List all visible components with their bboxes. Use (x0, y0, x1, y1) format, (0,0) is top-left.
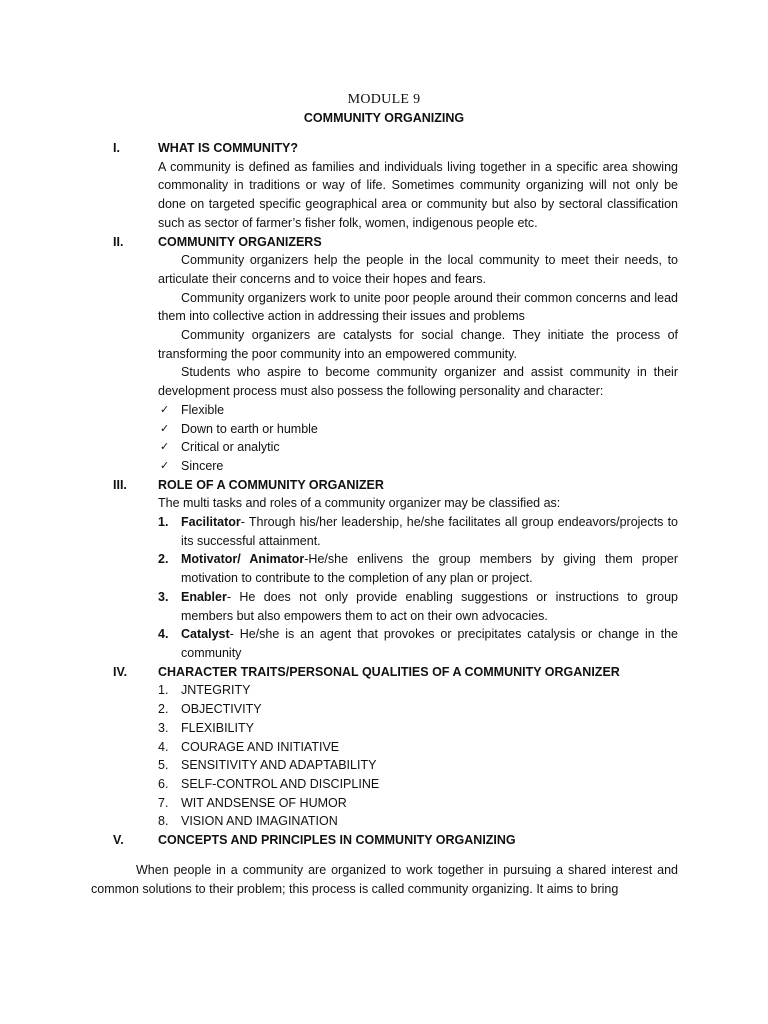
role-number: 1. (158, 515, 169, 530)
role-description: - He does not only provide enabling suggestions or instructions to group members but also empowers them to act on their own advocacies. (181, 589, 678, 623)
section-title: COMMUNITY ORGANIZERS (158, 234, 322, 249)
role-term: Catalyst (181, 627, 230, 642)
module-label: MODULE 9 (347, 92, 421, 107)
trait-number: 2. (158, 702, 169, 717)
personality-checklist (158, 401, 678, 476)
closing-paragraph: When people in a community are organized to work together in pursuing a shared interest and common solutions to their problem; this process is called community organizing. It aims to bring (91, 863, 678, 896)
role-item (158, 513, 678, 550)
role-item (158, 625, 678, 662)
trait-label: VISION AND IMAGINATION (181, 814, 338, 829)
section-character-traits (113, 663, 678, 831)
section-heading (113, 663, 678, 682)
trait-label: SELF-CONTROL AND DISCIPLINE (181, 776, 380, 791)
checklist-item (158, 401, 678, 420)
role-description: -He/she enlivens the group members by giving them proper motivation to contribute to the completion of any plan or project. (181, 552, 678, 586)
trait-number: 6. (158, 776, 169, 791)
section-body: A community is defined as families and individuals living together in a specific area showing commonality in traditions or way of life. Sometimes community organizing will not only be done on targeted specific geographical area or community but also by sectoral classification such as sector of farmer’s fisher folk, women, indigenous people etc. (158, 159, 678, 230)
section-heading (113, 139, 678, 158)
checklist-item-label: Down to earth or humble (181, 421, 318, 436)
trait-item (158, 775, 678, 794)
section-concepts-principles (113, 831, 678, 850)
section-title: CONCEPTS AND PRINCIPLES IN COMMUNITY ORGANIZING (158, 833, 516, 848)
check-icon: ✓ (160, 458, 170, 472)
trait-label: WIT ANDSENSE OF HUMOR (181, 795, 347, 810)
check-icon: ✓ (160, 440, 170, 454)
role-item (158, 550, 678, 587)
role-term: Enabler (181, 589, 227, 604)
paragraph: Students who aspire to become community organizer and assist community in their development process must also possess the following personality and character: (158, 365, 678, 399)
role-description: - He/she is an agent that provokes or precipitates catalysis or change in the community (181, 627, 678, 660)
paragraph: Community organizers work to unite poor people around their common concerns and lead them into collective action in addressing their issues and problems (158, 290, 678, 324)
section-community-organizers (113, 233, 678, 476)
trait-item (158, 681, 678, 700)
checklist-item-label: Flexible (181, 402, 225, 417)
section-title: ROLE OF A COMMUNITY ORGANIZER (158, 477, 384, 492)
trait-number: 3. (158, 720, 169, 735)
section-number: IV. (113, 664, 128, 679)
section-heading (113, 233, 678, 252)
trait-label: COURAGE AND INITIATIVE (181, 739, 340, 754)
section-number: III. (113, 477, 127, 492)
role-term: Motivator/ Animator (181, 552, 305, 567)
document-title: COMMUNITY ORGANIZING (303, 111, 465, 125)
trait-item (158, 812, 678, 831)
role-number: 2. (158, 552, 169, 567)
trait-label: FLEXIBILITY (181, 720, 254, 735)
trait-number: 7. (158, 795, 169, 810)
traits-list (158, 681, 678, 831)
role-item (158, 588, 678, 625)
trait-number: 1. (158, 683, 169, 698)
trait-label: SENSITIVITY AND ADAPTABILITY (181, 758, 377, 773)
trait-item (158, 700, 678, 719)
trait-number: 8. (158, 814, 169, 829)
document-content (113, 139, 678, 850)
section-number: II. (113, 234, 124, 249)
section-heading (113, 831, 678, 850)
checklist-item (158, 438, 678, 457)
checklist-item-label: Sincere (181, 458, 224, 473)
section-number: I. (113, 141, 120, 155)
check-icon: ✓ (160, 421, 170, 435)
roles-list (158, 513, 678, 663)
trait-number: 5. (158, 758, 169, 773)
paragraph: Community organizers help the people in the local community to meet their needs, to articulate their concerns and to voice their hopes and fears. (158, 253, 678, 286)
section-heading (113, 476, 678, 495)
trait-number: 4. (158, 739, 169, 754)
trait-item (158, 794, 678, 813)
trait-item (158, 756, 678, 775)
section-intro: The multi tasks and roles of a community organizer may be classified as: (158, 496, 561, 511)
checklist-item-label: Critical or analytic (181, 440, 280, 455)
checklist-item (158, 457, 678, 476)
section-title: WHAT IS COMMUNITY? (158, 141, 299, 155)
section-title: CHARACTER TRAITS/PERSONAL QUALITIES OF A COMMUNITY ORGANIZER (158, 664, 620, 679)
role-description: - Through his/her leadership, he/she facilitates all group endeavors/projects to its successful attainment. (181, 515, 678, 548)
section-number: V. (113, 833, 124, 848)
section-what-is-community (113, 139, 678, 233)
role-number: 4. (158, 627, 169, 642)
trait-label: OBJECTIVITY (181, 702, 262, 717)
trait-item (158, 719, 678, 738)
check-icon: ✓ (160, 402, 170, 416)
trait-label: JNTEGRITY (181, 683, 251, 698)
role-number: 3. (158, 589, 169, 604)
role-term: Facilitator (181, 515, 241, 530)
section-role-of-organizer (113, 476, 678, 663)
paragraph: Community organizers are catalysts for social change. They initiate the process of transforming the poor community into an empowered community. (158, 328, 678, 361)
trait-item (158, 738, 678, 757)
checklist-item (158, 420, 678, 439)
